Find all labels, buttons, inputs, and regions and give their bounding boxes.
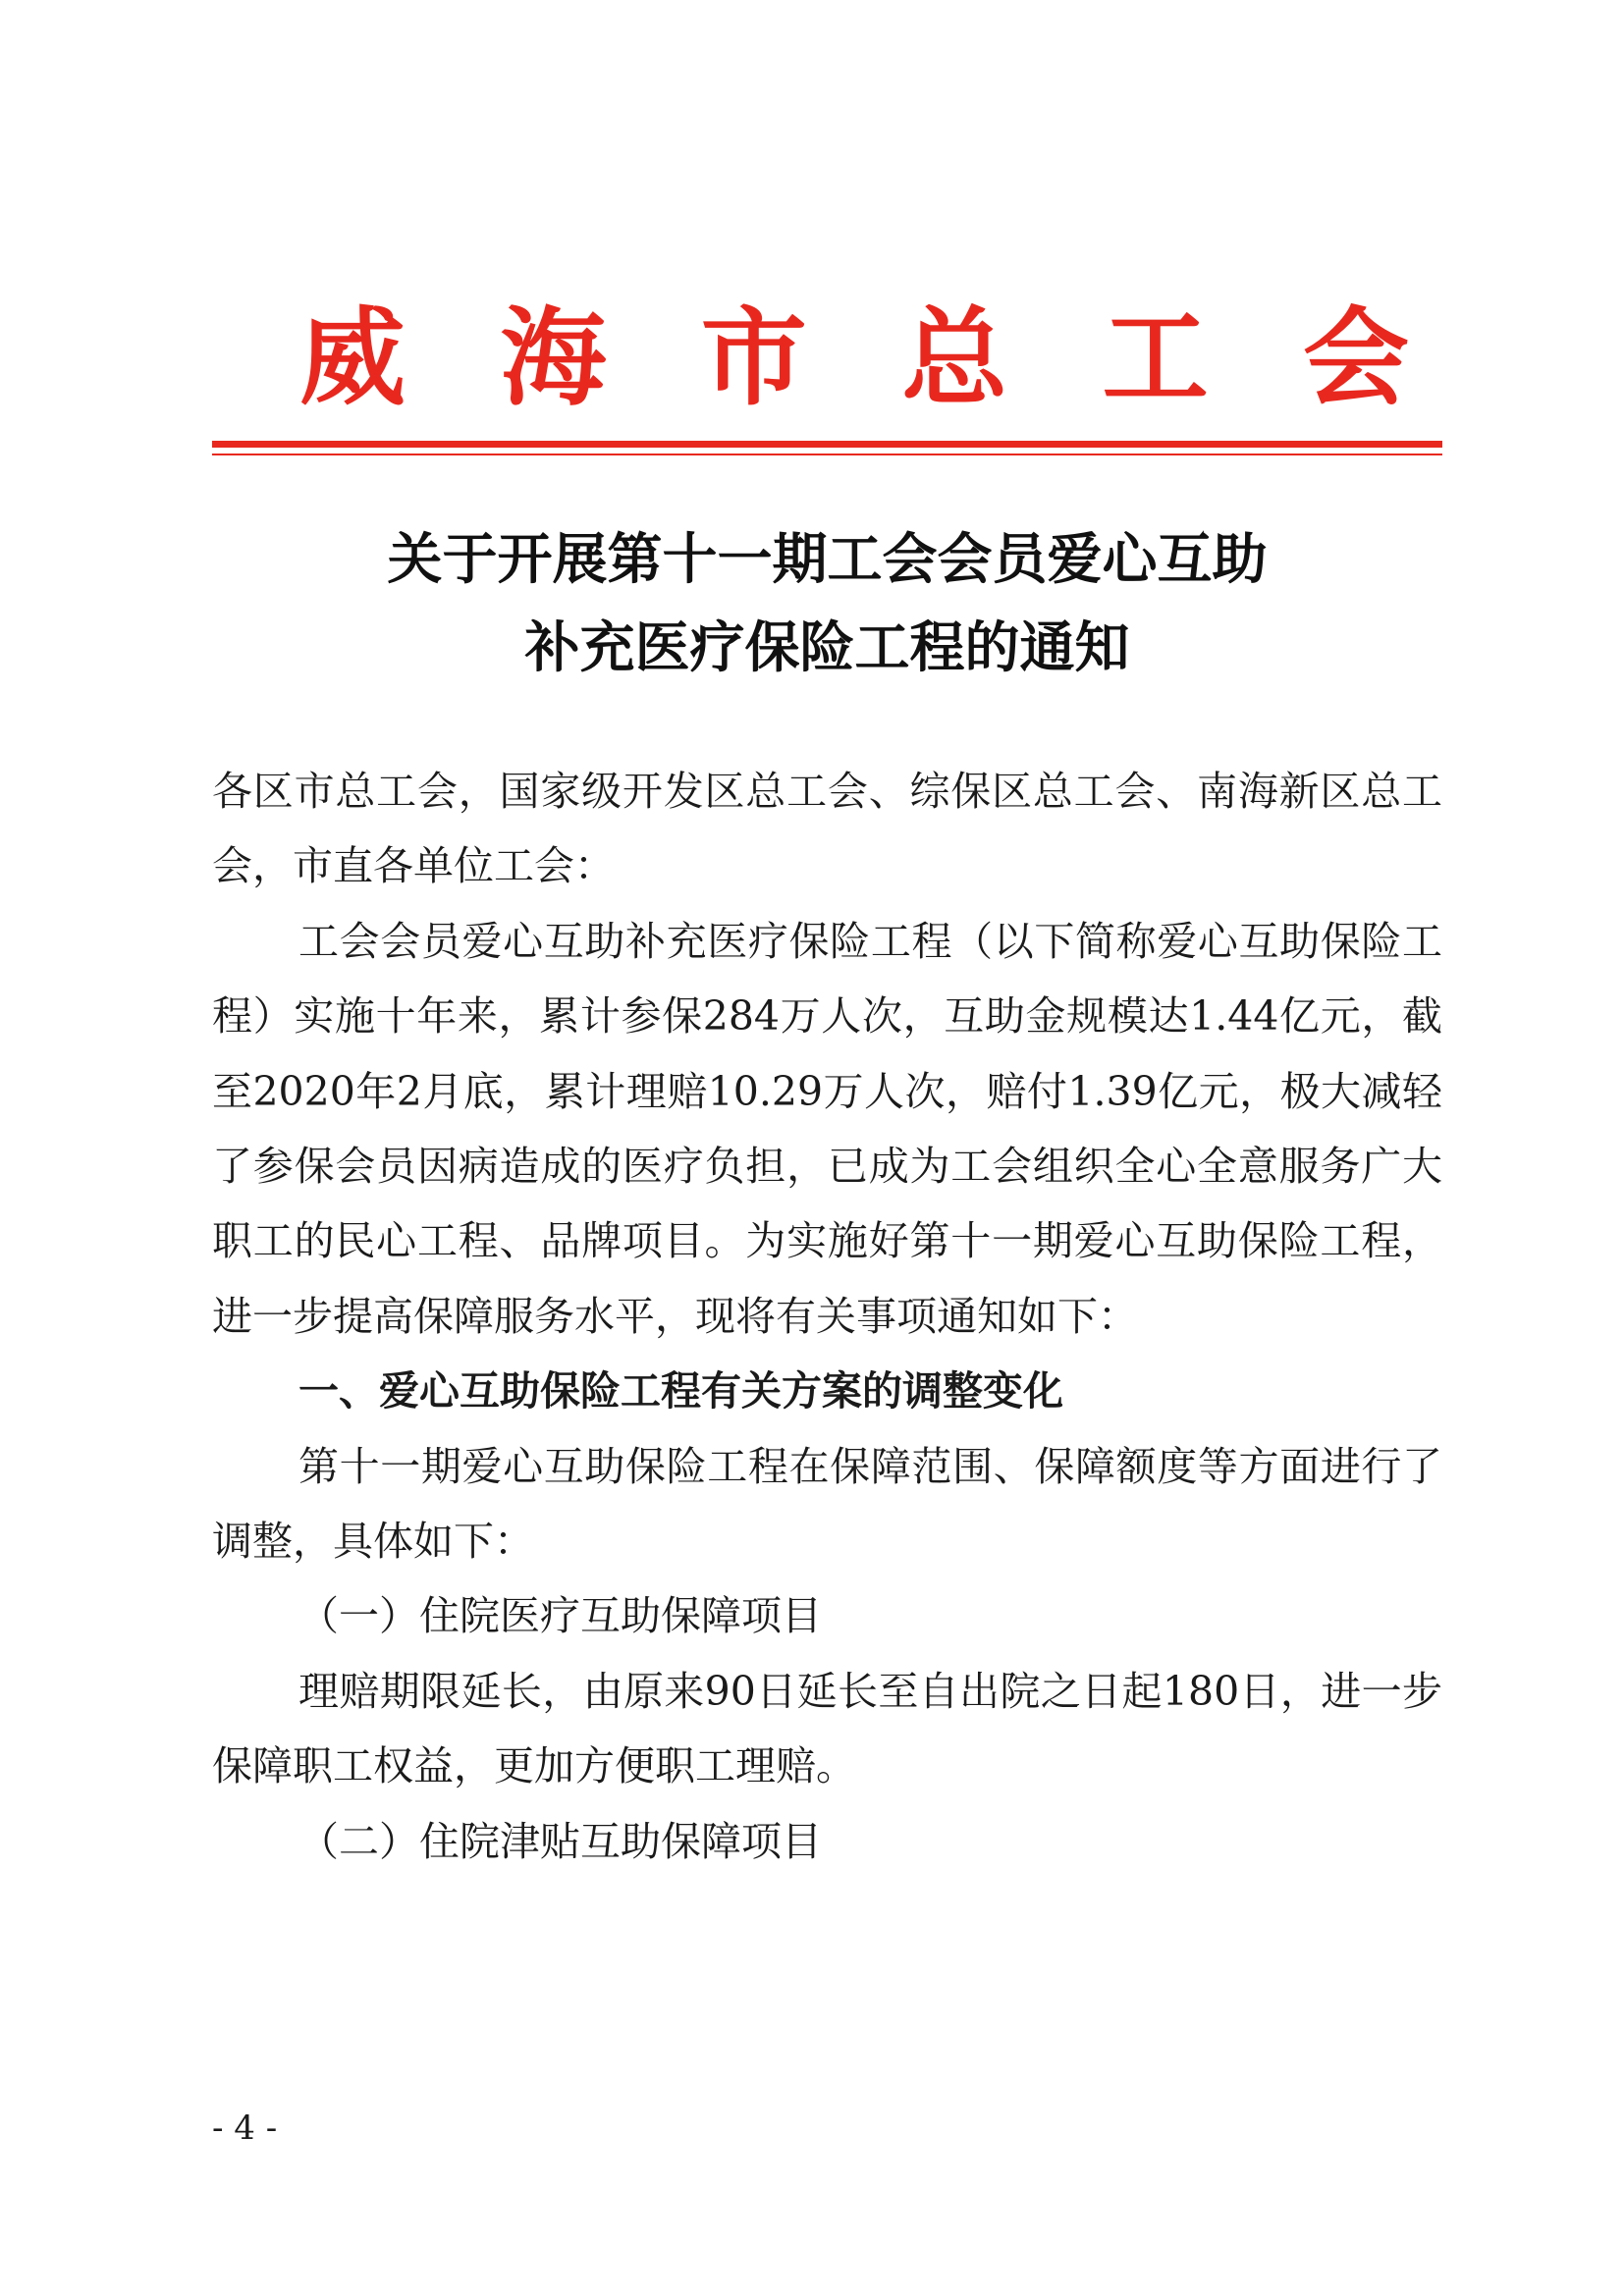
document-title bbox=[212, 515, 1442, 692]
page-number: - 4 - bbox=[212, 2109, 278, 2148]
masthead-char: 总 bbox=[901, 296, 1008, 420]
section-heading: 一、爱心互助保险工程有关方案的调整变化 bbox=[298, 1367, 1063, 1415]
masthead-divider-thin bbox=[212, 454, 1442, 455]
section-paragraph: 第十一期爱心互助保险工程在保障范围、保障额度等方面进行了调整，具体如下： bbox=[212, 1442, 1442, 1566]
subsection-heading: （一）住院医疗互助保障项目 bbox=[298, 1592, 822, 1640]
masthead-char: 海 bbox=[500, 296, 607, 420]
title-line-2: 补充医疗保险工程的通知 bbox=[524, 615, 1130, 680]
intro-paragraph: 工会会员爱心互助补充医疗保险工程（以下简称爱心互助保险工程）实施十年来，累计参保284万人次，互助金规模达1.44亿元，截至2020年2月底，累计理赔10.29万人次，赔付1.39亿元，极大减轻了参保会员因病造成的医疗负担，已成为工会组织全心全意服务广大职工的民心工程、品牌项目。为实施好第十一期爱心互助保险工程，进一步提高保障服务水平，现将有关事项通知如下： bbox=[212, 917, 1442, 1340]
masthead-char: 市 bbox=[700, 296, 807, 420]
masthead-char: 威 bbox=[299, 296, 406, 420]
subsection-paragraph: 理赔期限延长，由原来90日延长至自出院之日起180日，进一步保障职工权益，更加方便职工理赔。 bbox=[212, 1667, 1442, 1790]
salutation: 各区市总工会，国家级开发区总工会、综保区总工会、南海新区总工会，市直各单位工会： bbox=[212, 768, 1442, 890]
masthead-char: 会 bbox=[1302, 296, 1409, 420]
title-line-1: 关于开展第十一期工会会员爱心互助 bbox=[387, 527, 1268, 592]
masthead-divider-thick bbox=[212, 441, 1442, 448]
subsection-heading: （二）住院津贴互助保障项目 bbox=[298, 1817, 822, 1865]
issuer-masthead bbox=[299, 285, 1409, 432]
document-body bbox=[212, 754, 1442, 1879]
masthead-char: 工 bbox=[1102, 296, 1209, 420]
